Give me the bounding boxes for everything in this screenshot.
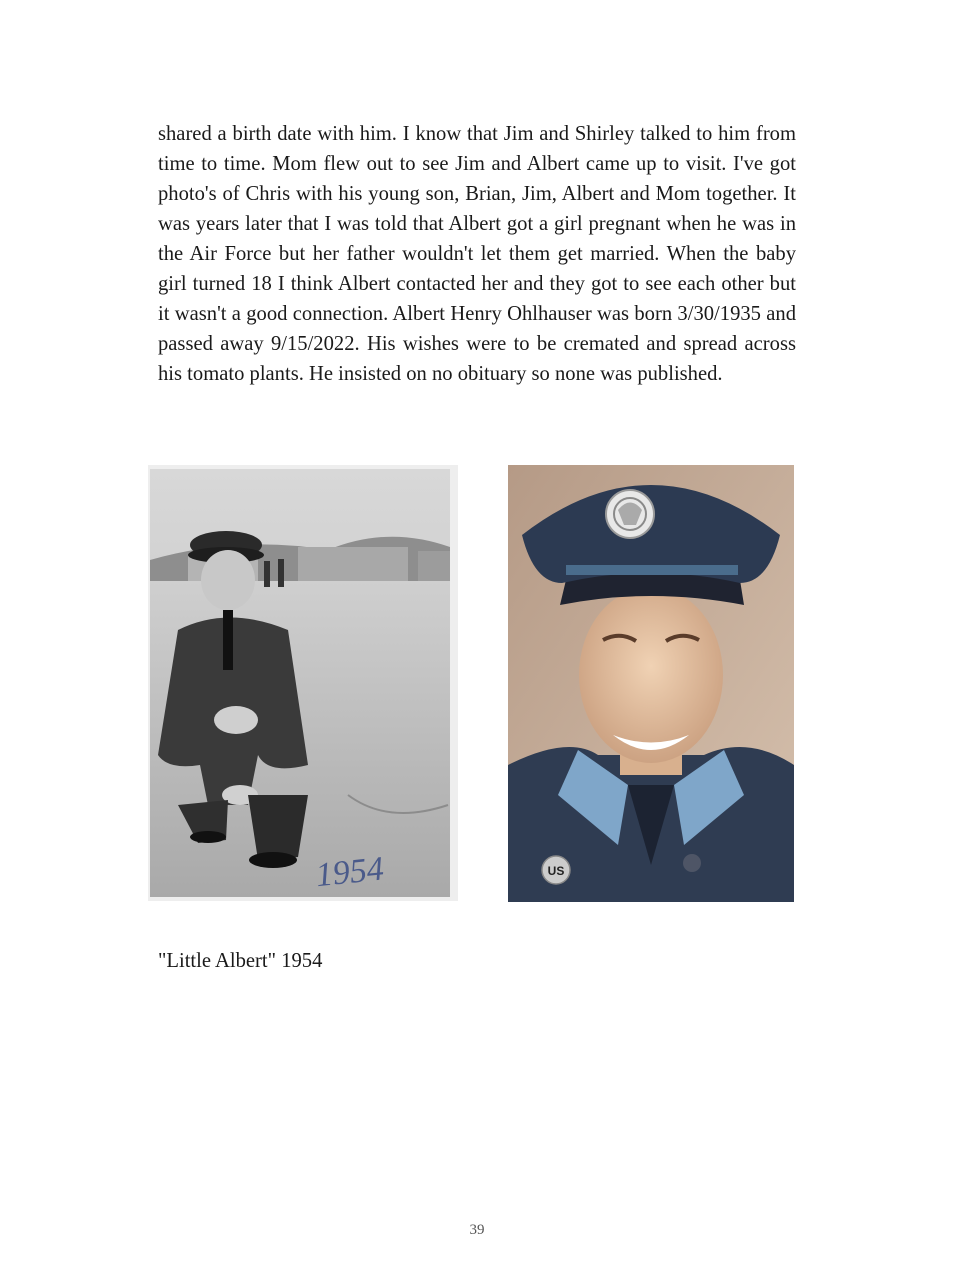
handwritten-year: 1954 [313,850,386,895]
page-number: 39 [469,1222,485,1238]
collar-insignia-text: US [547,864,565,878]
photo-soldier-crouching [148,465,458,901]
body-paragraph: shared a birth date with him. I know that Jim and Shirley talked to him from time to time. Mom flew out to see Jim and Albert came up to visit. I've got photo's of Chris with his young son, Brian, Jim, Albert and Mom together. It was years later that I was told that Albert got a girl pregnant when he was in the Air Force but her father wouldn't let them get married. When the baby girl turned 18 I think Albert contacted her and they got to see each other but it wasn't a good connection. Albert Henry Ohlhauser was born 3/30/1935 and passed away 9/15/2022. His wishes were to be cremated and spread across his tomato plants. He insisted on no obituary so none was published. [158,123,796,385]
photo-caption: "Little Albert" 1954 [158,950,323,972]
photo-soldier-portrait [508,465,794,902]
